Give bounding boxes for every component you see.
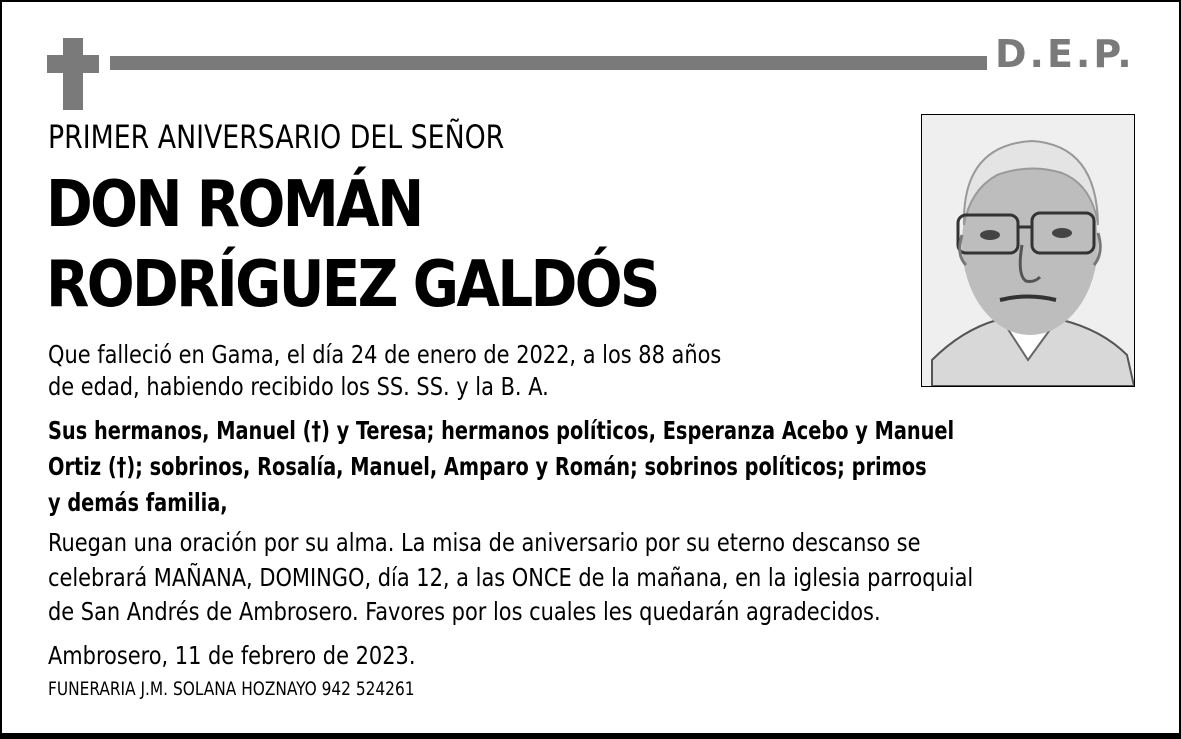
portrait-photo xyxy=(921,114,1135,387)
subtitle: PRIMER ANIVERSARIO DEL SEÑOR xyxy=(48,118,505,156)
family-text-line: y demás familia, xyxy=(48,488,228,517)
death-text-line: Que falleció en Gama, el día 24 de enero de 2022, a los 88 años xyxy=(48,340,722,369)
place-date: Ambrosero, 11 de febrero de 2023. xyxy=(48,641,416,670)
deceased-name-line-2: RODRÍGUEZ GALDÓS xyxy=(46,248,658,322)
portrait-drawing xyxy=(922,115,1134,386)
request-text-line: Ruegan una oración por su alma. La misa de aniversario por su eterno descanso se xyxy=(48,528,921,557)
funeral-home: FUNERARIA J.M. SOLANA HOZNAYO 942 524261 xyxy=(48,678,415,700)
death-text-line: de edad, habiendo recibido los SS. SS. y la B. A. xyxy=(48,372,549,401)
family-text-line: Sus hermanos, Manuel (†) y Teresa; hermanos políticos, Esperanza Acebo y Manuel xyxy=(48,416,955,445)
dep-label: D.E.P. xyxy=(995,32,1135,76)
request-text-line: de San Andrés de Ambrosero. Favores por los cuales les quedarán agradecidos. xyxy=(48,597,881,626)
deceased-name-line-1: DON ROMÁN xyxy=(46,168,422,242)
cross-icon-bar xyxy=(47,55,99,73)
header-rule xyxy=(110,56,987,70)
family-text-line: Ortiz (†); sobrinos, Rosalía, Manuel, Amparo y Román; sobrinos políticos; primos xyxy=(48,452,927,481)
cross-icon xyxy=(63,38,83,110)
request-text-line: celebrará MAÑANA, DOMINGO, día 12, a las ONCE de la mañana, en la iglesia parroquial xyxy=(48,563,974,592)
